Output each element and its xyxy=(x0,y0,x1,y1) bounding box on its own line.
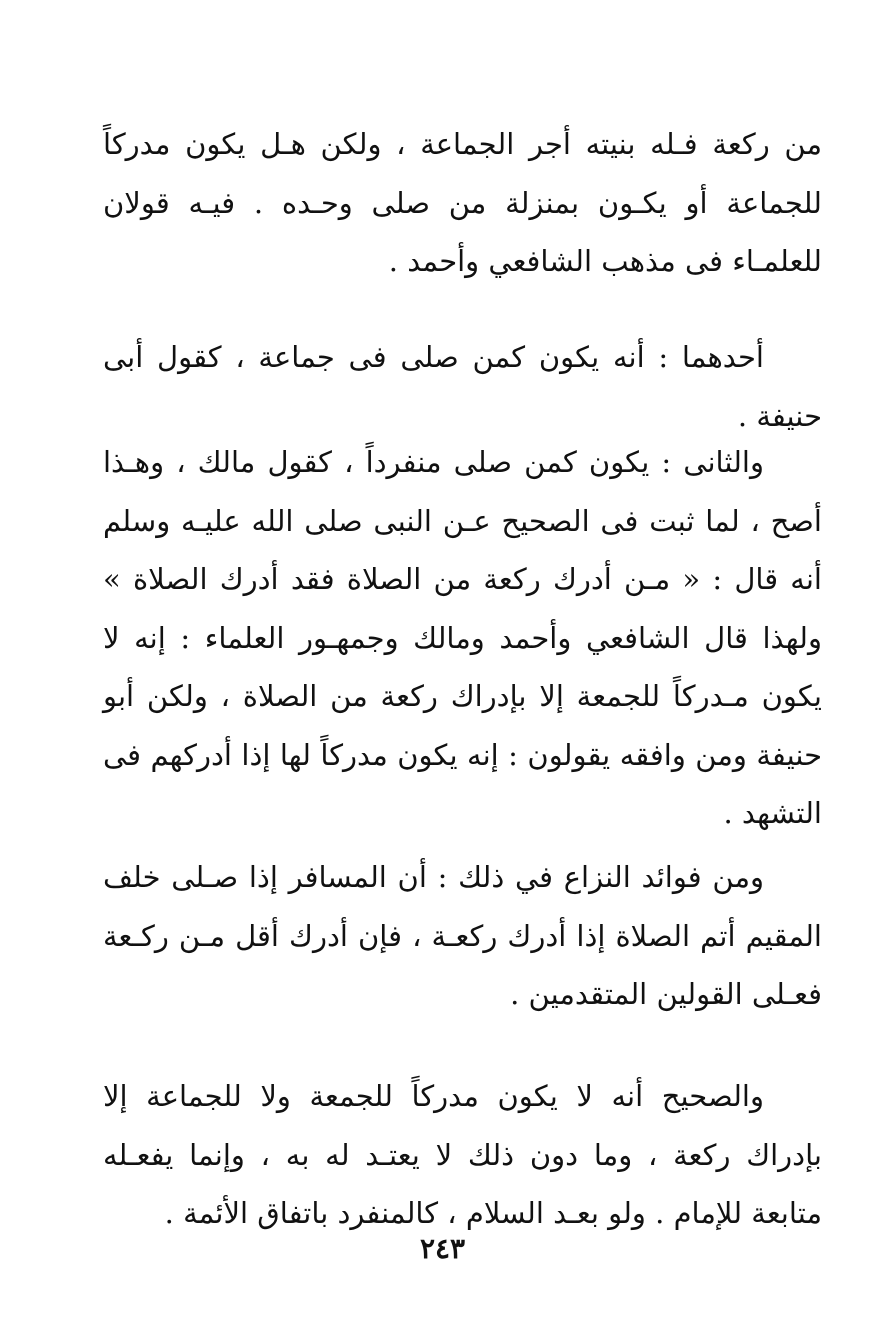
paragraph-5: والصحيح أنه لا يكون مدركاً للجمعة ولا للجماعة إلا بإدراك ركعة ، وما دون ذلك لا يعتـد له به ، وإنما يفعـله متابعة للإمام . ولو بعـد السلام ، كالمنفرد باتفاق الأئمة . xyxy=(103,1079,822,1230)
page-body xyxy=(103,86,822,1266)
page-number: ٢٤٣ xyxy=(419,1232,466,1265)
paragraph-4: ومن فوائد النزاع في ذلك : أن المسافر إذا صـلى خلف المقيم أتم الصلاة إذا أدرك ركعـة ، فإن أدرك أقل مـن ركـعة فعـلى القولين المتقدمين . xyxy=(103,860,822,1011)
paragraph-2: أحدهما : أنه يكون كمن صلى فى جماعة ، كقول أبى حنيفة . xyxy=(103,340,822,433)
paragraph-3: والثانى : يكون كمن صلى منفرداً ، كقول مالك ، وهـذا أصح ، لما ثبت فى الصحيح عـن النبى صلى الله عليـه وسلم أنه قال : « مـن أدرك ركعة من الصلاة فقد أدرك الصلاة » ولهذا قال الشافعي وأحمد ومالك وجمهـور العلماء : إنه لا يكون مـدركاً للجمعة إلا بإدراك ركعة من الصلاة ، ولكن أبو حنيفة ومن وافقه يقولون : إنه يكون مدركاً لها إذا أدركهم فى التشهد . xyxy=(103,445,822,830)
paragraph-1: من ركعة فـله بنيته أجر الجماعة ، ولكن هـل يكون مدركاً للجماعة أو يكـون بمنزلة من صلى وحـده . فيـه قولان للعلمـاء فى مذهب الشافعي وأحمد . xyxy=(103,127,822,278)
